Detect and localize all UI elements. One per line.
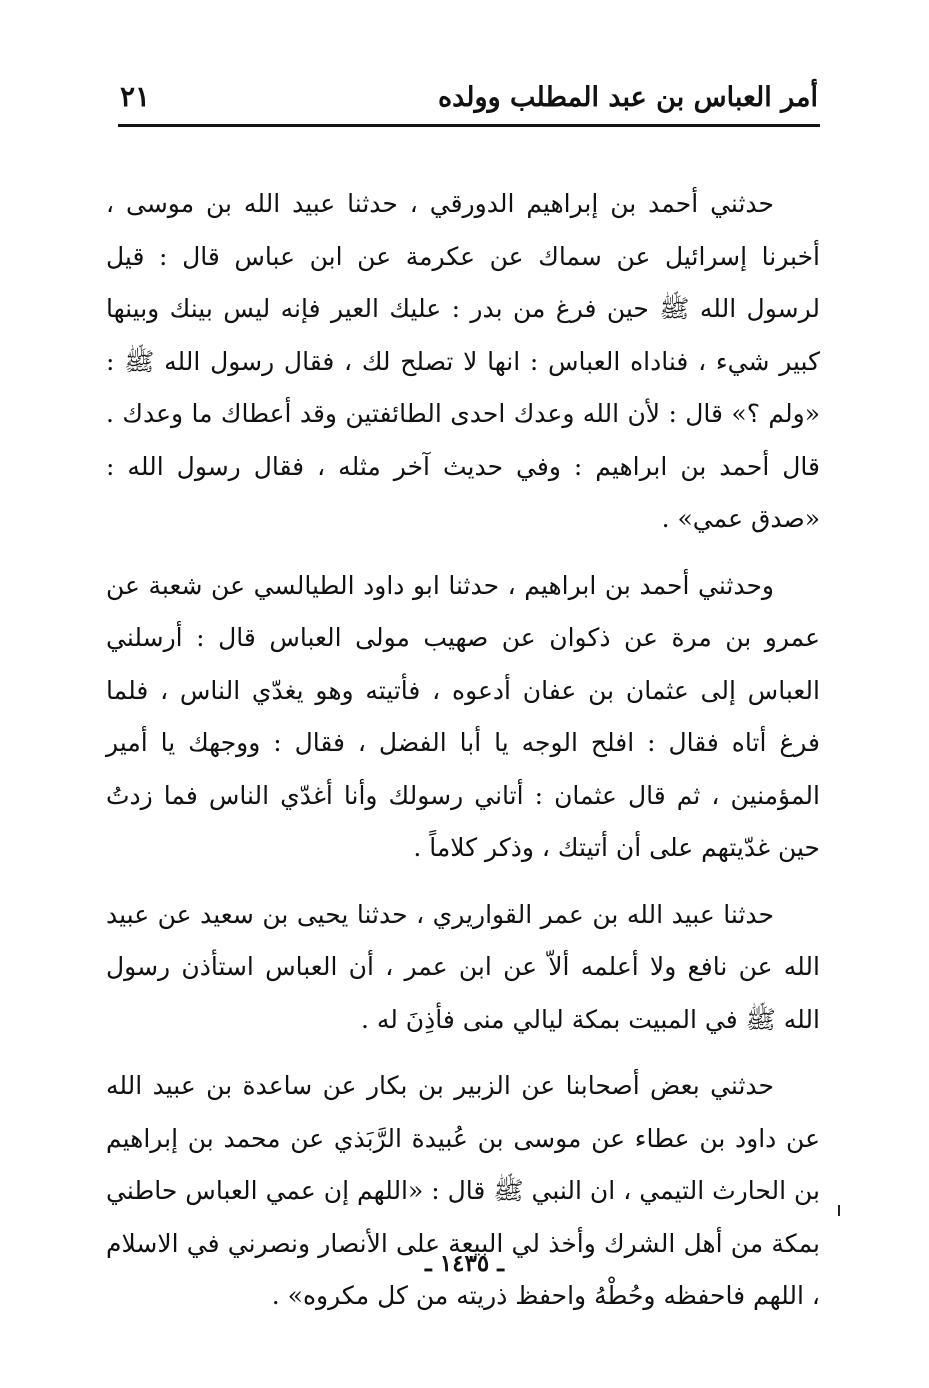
folio-number: ـ ١٤٣٥ ـ [425,1250,504,1277]
page-number: ٢١ [120,80,151,113]
header-rule [118,124,820,127]
running-title: أمر العباس بن عبد المطلب وولده [437,82,818,113]
paragraph-2: وحدثني أحمد بن ابراهيم ، حدثنا ابو داود الطيالسي عن شعبة عن عمرو بن مرة عن ذكوان عن صهيب مولى العباس قال : أرسلني العباس إلى عثمان بن عفان أدعوه ، فأتيته وهو يغدّي الناس ، فلما فرغ أتاه فقال : افلح الوجه يا أبا الفضل ، فقال : ووجهك يا أمير المؤمنين ، ثم قال عثمان : أتاني رسولك وأنا أغدّي الناس فما زدتُ حين غدّيتهم على أن أتيتك ، وذكر كلاماً . [106,570,820,862]
margin-mark [838,1205,840,1216]
paragraph-4: حدثني بعض أصحابنا عن الزبير بن بكار عن ساعدة بن عبيد الله عن داود بن عطاء عن موسى بن عُبيدة الرَّبَذي عن محمد بن إبراهيم بن الحارث التيمي ، ان النبي ﷺ قال : «اللهم إن عمي العباس حاطني بمكة من أهل الشرك وأخذ لي البيعة على الأنصار ونصرني في الاسلام ، اللهم فاحفظه وحُطْهُ واحفظ ذريته من كل مكروه» . [106,1071,820,1310]
page-header [118,74,818,126]
paragraph-3: حدثنا عبيد الله بن عمر القواريري ، حدثنا يحيى بن سعيد عن عبيد الله عن نافع ولا أعلمه ألاّ عن ابن عمر ، أن العباس استأذن رسول الله ﷺ في المبيت بمكة ليالي منى فأذِنَ له . [106,899,820,1034]
body-text [106,178,820,1323]
paragraph-1: حدثني أحمد بن إبراهيم الدورقي ، حدثنا عبيد الله بن موسى ، أخبرنا إسرائيل عن سماك عن عكرمة عن ابن عباس قال : قيل لرسول الله ﷺ حين فرغ من بدر : عليك العير فإنه ليس بينك وبينها كبير شيء ، فناداه العباس : انها لا تصلح لك ، فقال رسول الله ﷺ : «ولم ؟» قال : لأن الله وعدك احدى الطائفتين وقد أعطاك ما وعدك . قال أحمد بن ابراهيم : وفي حديث آخر مثله ، فقال رسول الله : «صدق عمي» . [106,189,820,533]
